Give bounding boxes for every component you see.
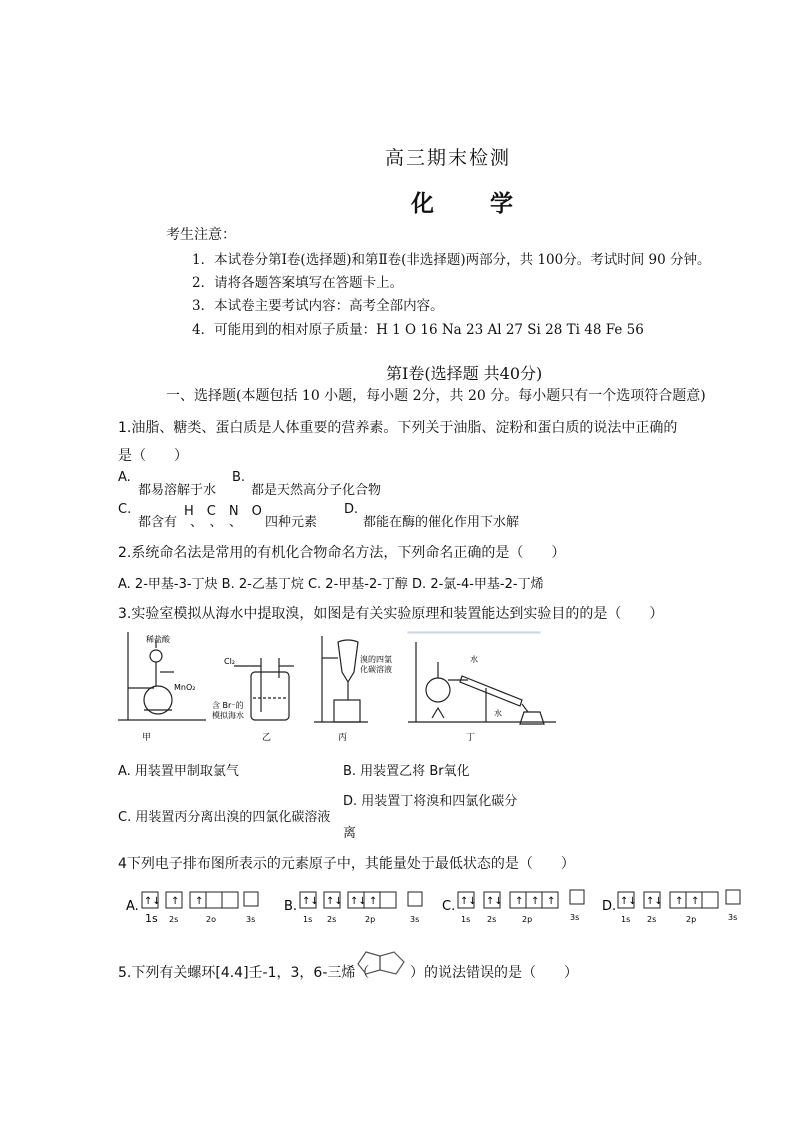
q4-b-2s: 2s xyxy=(327,915,337,924)
label-br-sea-1: 含 Br⁻的 xyxy=(212,701,244,710)
q2-stem: 2.系统命名法是常用的有机化合物命名方法，下列命名正确的是（ ） xyxy=(118,545,566,561)
svg-text:↑: ↑ xyxy=(171,896,180,907)
svg-text:↑: ↑ xyxy=(675,896,684,907)
q4-a-2s: 2s xyxy=(169,915,179,924)
q4-b-2p: 2p xyxy=(365,915,376,924)
q4-label-b: B. xyxy=(284,899,298,914)
label-jia: 甲 xyxy=(142,733,152,743)
svg-text:↑↓: ↑↓ xyxy=(460,896,477,907)
notice-item: 1．本试卷分第Ⅰ卷(选择题)和第Ⅱ卷(非选择题)两部分，共 100分。考试时间 90 分钟。 xyxy=(192,252,711,268)
q1-stem: 1.油脂、糖类、蛋白质是人体重要的营养素。下列关于油脂、淀粉和蛋白质的说法中正确的 xyxy=(118,420,678,436)
label-yi: 乙 xyxy=(262,733,272,743)
orbital-set-c xyxy=(458,890,584,908)
q1-b-label: B. xyxy=(232,470,246,485)
svg-text:↑↓: ↑↓ xyxy=(326,896,343,907)
q4-b-1s: 1s xyxy=(303,915,313,924)
label-water-out: 水 xyxy=(494,709,502,718)
apparatus-figure xyxy=(116,628,556,748)
q3-option-d: D. 用装置丁将溴和四氯化碳分 xyxy=(343,794,518,809)
q4-label-d: D. xyxy=(602,899,617,914)
svg-text:↑↓: ↑↓ xyxy=(620,896,637,907)
svg-text:↑: ↑ xyxy=(515,896,524,907)
orbital-diagrams xyxy=(118,888,758,928)
label-cl2: Cl₂ xyxy=(224,657,236,666)
q4-d-2p: 2p xyxy=(686,915,697,924)
q4-c-1s: 1s xyxy=(461,915,471,924)
svg-text:↑↓: ↑↓ xyxy=(144,896,161,907)
q4-a-3s: 3s xyxy=(246,915,256,924)
svg-text:↑: ↑ xyxy=(691,896,700,907)
svg-text:↑↓: ↑↓ xyxy=(302,896,319,907)
subject-title: 化 学 xyxy=(411,190,538,217)
apparatus-jia xyxy=(118,632,206,720)
q5-stem-pre: 5.下列有关螺环[4.4]壬-1，3，6-三烯（ xyxy=(118,965,370,981)
q1-stem-cont: 是（ ） xyxy=(118,448,188,464)
q4-a-2p: 2o xyxy=(206,915,216,924)
label-water-in: 水 xyxy=(470,655,478,664)
q4-d-1s: 1s xyxy=(621,915,631,924)
svg-text:↑: ↑ xyxy=(369,896,378,907)
orbital-set-a xyxy=(142,892,258,908)
apparatus-bing xyxy=(314,636,368,722)
q3-stem: 3.实验室模拟从海水中提取溴，如图是有关实验原理和装置能达到实验目的的是（ ） xyxy=(118,606,664,622)
q4-label-c: C. xyxy=(442,899,456,914)
spiro-structure-image xyxy=(352,946,410,978)
label-mno2: MnO₂ xyxy=(174,683,196,692)
notice-item: 4．可能用到的相对原子质量：H 1 O 16 Na 23 Al 27 Si 28 Ti 48 Fe 56 xyxy=(192,322,644,338)
svg-text:↑↓: ↑↓ xyxy=(350,896,367,907)
q4-c-3s: 3s xyxy=(570,913,580,922)
q1-c-seps: 、 、 、 xyxy=(190,515,243,530)
notice-heading: 考生注意： xyxy=(166,227,236,243)
q1-c-elements: H C N O xyxy=(184,504,262,519)
section-title: 第Ⅰ卷(选择题 共40分) xyxy=(386,364,543,383)
label-ccl-1: 溴的四氯 xyxy=(360,655,392,664)
q1-c-label: C. xyxy=(118,502,132,517)
q2-options: A. 2-甲基-3-丁炔 B. 2-乙基丁烷 C. 2-甲基-2-丁醇 D. 2-氯-4-甲基-2-丁烯 xyxy=(118,577,544,592)
q4-label-a: A. xyxy=(126,899,139,914)
q4-c-2p: 2p xyxy=(522,915,533,924)
q1-c-post: 四种元素 xyxy=(265,515,318,530)
label-br-sea-2: 模拟海水 xyxy=(212,711,244,720)
label-ccl-2: 化碳溶液 xyxy=(360,665,392,674)
label-bing: 丙 xyxy=(338,733,348,743)
apparatus-ding xyxy=(408,632,556,724)
q1-d-label: D. xyxy=(344,502,359,517)
notice-item: 2．请将各题答案填写在答题卡上。 xyxy=(192,275,404,291)
svg-text:↑↓: ↑↓ xyxy=(646,896,663,907)
q1-a-text: 都易溶解于水 xyxy=(138,483,217,498)
q1-d-text: 都能在酶的催化作用下水解 xyxy=(363,515,520,530)
q1-c-pre: 都含有 xyxy=(138,515,178,530)
q5-stem-post: ）的说法错误的是（ ） xyxy=(410,965,578,981)
orbital-set-d xyxy=(618,890,740,908)
svg-text:↑: ↑ xyxy=(547,896,556,907)
label-hcl: 稀盐酸 xyxy=(146,635,170,644)
svg-text:↑: ↑ xyxy=(195,896,204,907)
q3-option-b: B. 用装置乙将 Br氧化 xyxy=(343,764,470,779)
svg-text:↑: ↑ xyxy=(531,896,540,907)
part-one-heading: 一、选择题(本题包括 10 小题，每小题 2分，共 20 分。每小题只有一个选项符合题意) xyxy=(166,388,706,404)
q4-a-1s: 1s xyxy=(145,912,158,925)
label-ding: 丁 xyxy=(466,733,476,743)
q3-option-c: C. 用装置丙分离出溴的四氯化碳溶液 xyxy=(118,810,331,825)
orbital-set-b xyxy=(300,892,422,908)
q4-b-3s: 3s xyxy=(410,915,420,924)
q4-stem: 4下列电子排布图所表示的元素原子中，其能量处于最低状态的是（ ） xyxy=(118,856,575,872)
q3-option-d-cont: 离 xyxy=(343,826,357,841)
q4-c-2s: 2s xyxy=(487,915,497,924)
notice-item: 3．本试卷主要考试内容：高考全部内容。 xyxy=(192,298,444,314)
svg-text:↑↓: ↑↓ xyxy=(486,896,503,907)
q1-a-label: A. xyxy=(118,470,131,485)
q3-option-a: A. 用装置甲制取氯气 xyxy=(118,764,239,779)
q1-b-text: 都是天然高分子化合物 xyxy=(251,483,382,498)
q4-d-3s: 3s xyxy=(728,913,738,922)
q4-d-2s: 2s xyxy=(647,915,657,924)
exam-title: 高三期末检测 xyxy=(385,147,512,169)
